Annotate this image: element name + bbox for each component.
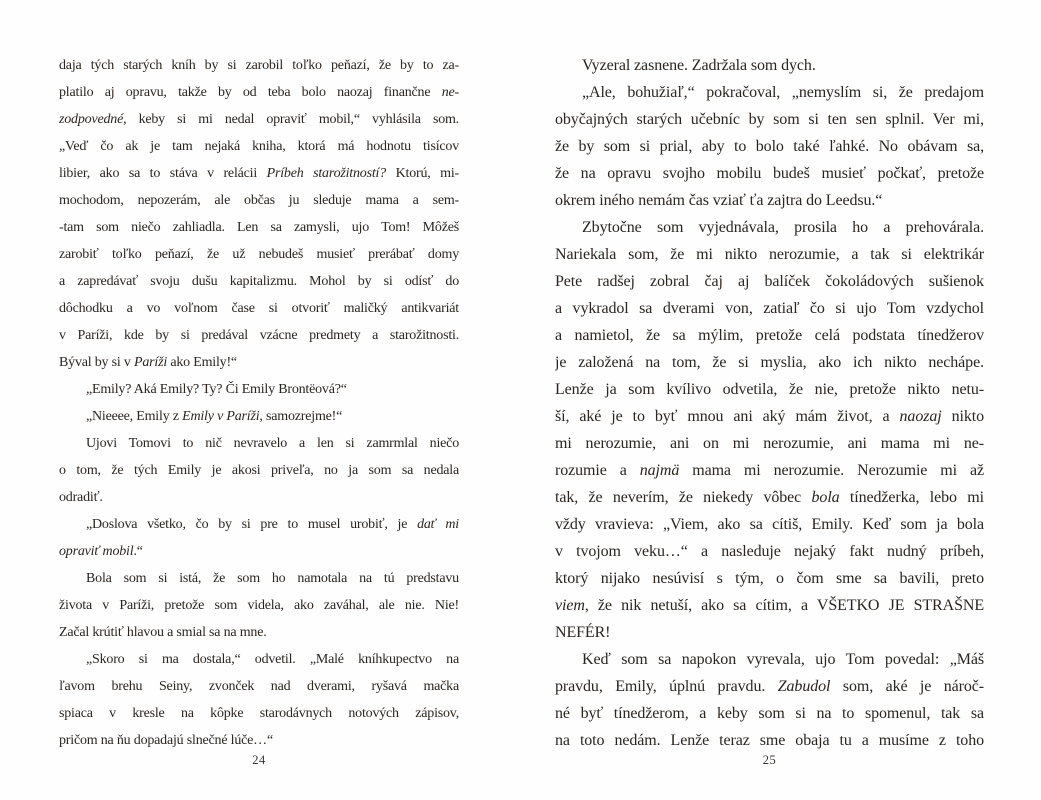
text-run: Ujovi Tomovi to nič nevravelo a len si zamrmlal niečo	[86, 436, 459, 451]
text-line	[555, 700, 984, 727]
text-line	[59, 133, 459, 160]
text-line	[59, 322, 459, 349]
italic-text-run: ne-	[441, 85, 459, 100]
book-page-left	[59, 52, 459, 754]
text-run: „Skoro si ma dostala,“ odvetil. „Malé kníhkupectvo na	[86, 652, 459, 667]
text-run: odradiť.	[59, 490, 103, 505]
text-line	[59, 295, 459, 322]
text-line	[555, 160, 984, 187]
text-line	[59, 700, 459, 727]
text-line	[59, 619, 459, 646]
text-run: Vyzeral zasnene. Zadržala som dych.	[582, 57, 816, 74]
text-run: -tam som niečo zahliadla. Len sa zamysli, ujo Tom! Môžeš	[59, 220, 459, 235]
text-line	[555, 403, 984, 430]
text-line	[59, 214, 459, 241]
text-run: zarobiť toľko peňazí, že už nebudeš musieť prerábať domy	[59, 247, 459, 262]
text-line	[59, 403, 459, 430]
text-run: pravdu, Emily, úplnú pravdu.	[555, 678, 778, 695]
italic-text-run: bola	[811, 489, 840, 506]
text-line	[555, 673, 984, 700]
italic-text-run: opraviť mobil	[59, 544, 134, 559]
text-run: a vykradol sa dverami von, zatiaľ čo si ujo Tom vzdychol	[555, 300, 984, 317]
text-run: „Ale, bohužiaľ,“ pokračoval, „nemyslím si, že predajom	[582, 84, 984, 101]
text-run: Keď som sa napokon vyrevala, ujo Tom povedal: „Máš	[582, 651, 984, 668]
text-line	[555, 52, 984, 79]
text-line	[555, 106, 984, 133]
text-run: vždy vravieva: „Viem, ako sa cítiš, Emily. Keď som ja bola	[555, 516, 984, 533]
text-line	[555, 457, 984, 484]
text-run: mi nerozumie, ani on mi nerozumie, ani mama mi ne-	[555, 435, 984, 452]
text-line	[59, 79, 459, 106]
text-run: ľavom brehu Seiny, zvonček nad dverami, ryšavá mačka	[59, 679, 459, 694]
text-run: .“	[133, 544, 143, 559]
page-number-left: 24	[252, 753, 266, 767]
text-run: o tom, že tých Emily je akosi priveľa, no ja som sa nedala	[59, 463, 459, 478]
text-run: „Nieeee, Emily z	[86, 409, 183, 424]
text-run: , samozrejme!“	[259, 409, 343, 424]
text-run: daja tých starých kníh by si zarobil toľko peňazí, že by to za-	[59, 58, 459, 73]
text-run: v tvojom veku…“ a nasleduje nejaký fakt nudný príbeh,	[555, 543, 984, 560]
text-line	[59, 187, 459, 214]
text-line	[59, 565, 459, 592]
text-line	[555, 619, 984, 646]
text-run: že by som si prial, aby to bolo také ľahké. No obávam sa,	[555, 138, 984, 155]
text-run: obyčajných starých učebníc by som si ten sen splnil. Ver mi,	[555, 111, 984, 128]
text-line	[59, 376, 459, 403]
text-line	[555, 214, 984, 241]
text-line	[59, 592, 459, 619]
text-run: libier, ako sa to stáva v relácii	[59, 166, 267, 181]
text-run: na toto nedám. Lenže teraz sme obaja tu a musíme z toho	[555, 732, 984, 749]
text-run: dôchodku a vo voľnom čase si otvoriť maličký antikvariát	[59, 301, 459, 316]
text-line	[59, 457, 459, 484]
text-line	[555, 484, 984, 511]
text-run: né byť tínedžerom, a keby som si na to spomenul, tak sa	[555, 705, 984, 722]
text-line	[555, 79, 984, 106]
text-run: mochodom, nepozerám, ale občas ju sleduje mama a sem-	[59, 193, 459, 208]
italic-text-run: Príbeh starožitností?	[266, 166, 387, 181]
text-line	[59, 106, 459, 133]
text-line	[555, 241, 984, 268]
italic-text-run: Paríži	[133, 355, 168, 370]
text-line	[555, 322, 984, 349]
text-run: , keby si mi nedal opraviť mobil,“ vyhlásila som.	[123, 112, 459, 127]
text-line	[59, 160, 459, 187]
text-line	[555, 646, 984, 673]
text-run: Ktorú, mi-	[386, 166, 459, 181]
italic-text-run: viem	[555, 597, 585, 614]
italic-text-run: Emily v Paríži	[182, 409, 260, 424]
italic-text-run: Zabudol	[777, 678, 831, 695]
text-line	[59, 52, 459, 79]
text-line	[555, 187, 984, 214]
text-run: tak, že neverím, že niekedy vôbec	[555, 489, 812, 506]
text-line	[555, 430, 984, 457]
text-run: Nariekala som, že mi nikto nerozumie, a tak si elektrikár	[555, 246, 984, 263]
italic-text-run: dať mi	[417, 517, 459, 532]
text-run: je založená na tom, že si myslia, ako ich nikto nechápe.	[555, 354, 984, 371]
text-line	[555, 592, 984, 619]
text-line	[59, 484, 459, 511]
text-line	[555, 727, 984, 754]
text-run: a zapredávať svoju dušu kapitalizmu. Mohol by si odísť do	[59, 274, 459, 289]
text-run: spiaca v kresle na kôpke starodávnych notových zápisov,	[59, 706, 459, 721]
text-run: ako Emily!“	[167, 355, 237, 370]
text-run: , že nik netuší, ako sa cítim, a VŠETKO JE STRAŠNE	[584, 597, 984, 614]
text-line	[59, 538, 459, 565]
text-line	[59, 430, 459, 457]
text-run: ší, aké je to byť mnou ani aký mám život, a	[555, 408, 900, 425]
text-line	[555, 268, 984, 295]
text-run: tínedžerka, lebo mi	[839, 489, 984, 506]
text-run: života v Paríži, pretože som videla, ako zaváhal, ale nie. Nie!	[59, 598, 459, 613]
book-page-right	[555, 52, 984, 754]
text-run: v Paríži, kde by si predával vzácne predmety a starožitnosti.	[59, 328, 459, 343]
text-line	[555, 133, 984, 160]
text-run: „Doslova všetko, čo by si pre to musel urobiť, je	[86, 517, 418, 532]
text-run: Zbytočne som vyjednávala, prosila ho a prehovárala.	[582, 219, 984, 236]
italic-text-run: najmä	[639, 462, 680, 479]
page-number-right: 25	[762, 753, 777, 767]
text-run: Pete radšej zobral čaj aj balíček čokoládových sušienok	[555, 273, 984, 290]
text-run: „Emily? Aká Emily? Ty? Či Emily Brontëová?“	[86, 382, 347, 397]
text-line	[555, 376, 984, 403]
text-run: a namietol, že sa mýlim, pretože celá podstata tínedžerov	[555, 327, 984, 344]
text-line	[59, 268, 459, 295]
text-run: okrem iného nemám čas vziať ťa zajtra do Leedsu.“	[555, 192, 883, 209]
text-run: Býval by si v	[59, 355, 134, 370]
italic-text-run: naozaj	[899, 408, 942, 425]
text-run: rozumie a	[555, 462, 640, 479]
italic-text-run: zodpovedné	[59, 112, 124, 127]
text-line	[59, 511, 459, 538]
text-line	[59, 349, 459, 376]
text-run: Lenže ja som kvílivo odvetila, že nie, pretože nikto netu-	[555, 381, 984, 398]
text-line	[555, 349, 984, 376]
text-run: NEFÉR!	[555, 624, 611, 641]
text-run: mama mi nerozumie. Nerozumie mi až	[679, 462, 984, 479]
text-line	[555, 538, 984, 565]
text-run: Začal krútiť hlavou a smial sa na mne.	[59, 625, 267, 640]
text-run: Bola som si istá, že som ho namotala na tú predstavu	[86, 571, 459, 586]
text-line	[59, 241, 459, 268]
text-line	[59, 727, 459, 754]
text-run: nikto	[941, 408, 984, 425]
text-run: ktorý nijako nesúvisí s tým, o čom sme sa bavili, preto	[555, 570, 984, 587]
text-line	[555, 295, 984, 322]
text-run: som, aké je nároč-	[830, 678, 984, 695]
text-run: že na opravu svojho mobilu budeš musieť počkať, pretože	[555, 165, 984, 182]
text-line	[555, 565, 984, 592]
text-line	[59, 673, 459, 700]
text-run: pričom na ňu dopadajú slnečné lúče…“	[59, 733, 273, 748]
text-run: platilo aj opravu, takže by od teba bolo naozaj finančne	[59, 85, 442, 100]
text-run: „Veď čo ak je tam nejaká kniha, ktorá má hodnotu tisícov	[59, 139, 459, 154]
text-line	[59, 646, 459, 673]
text-line	[555, 511, 984, 538]
